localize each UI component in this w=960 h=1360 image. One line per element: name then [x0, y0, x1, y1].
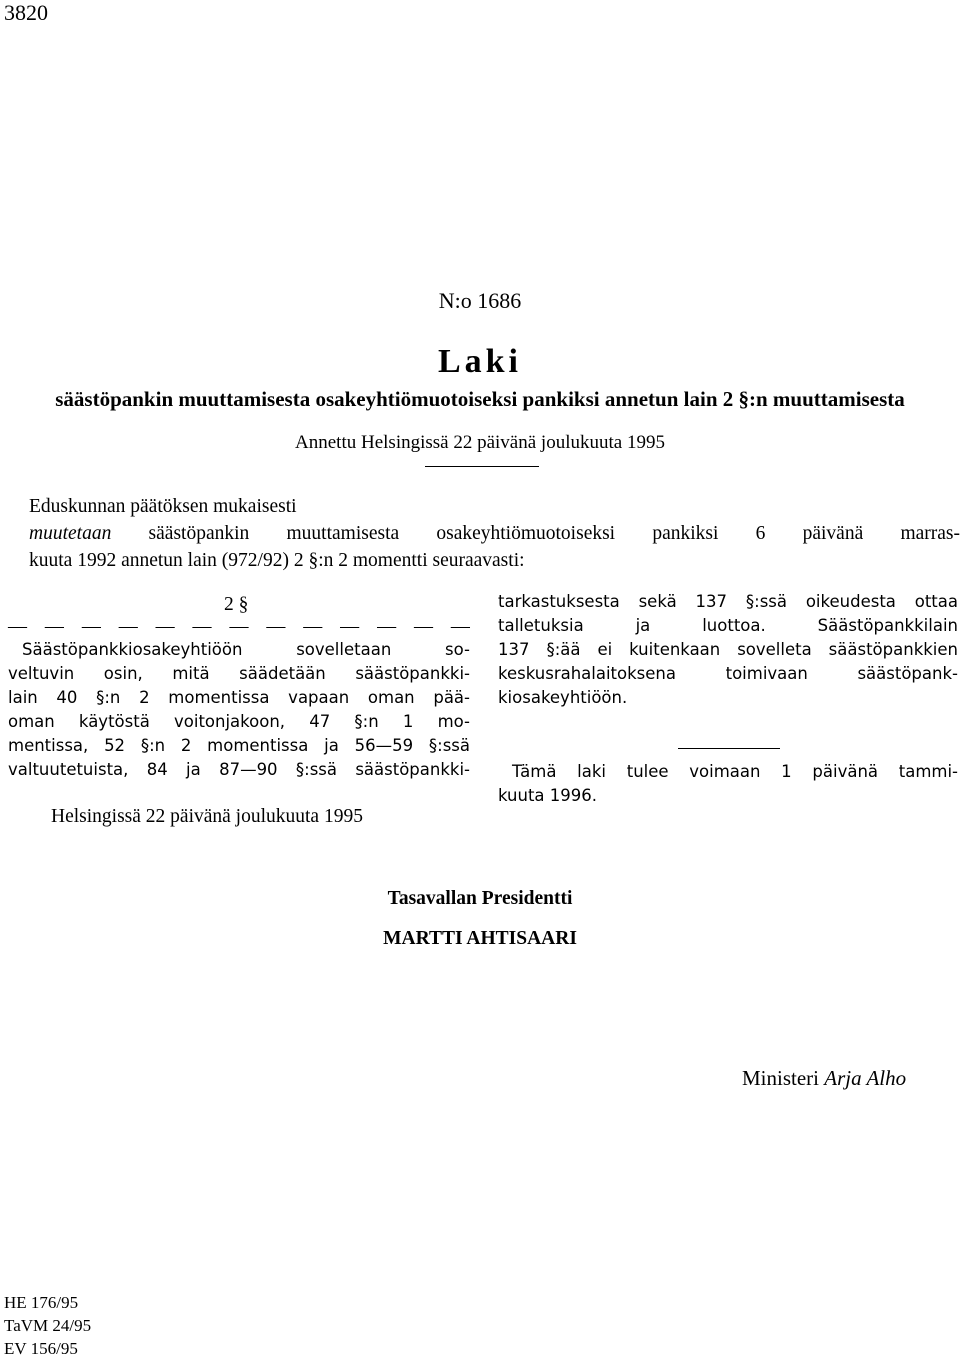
dash: — — [377, 616, 397, 637]
minister-name: Arja Alho — [824, 1066, 907, 1090]
dash: — — [340, 616, 360, 637]
law-title: säästöpankin muuttamisesta osakeyhtiömuotoiseksi pankiksi annetun lain 2 §:n muuttamisesta — [55, 387, 905, 411]
right-column-line: 137 §:ää ei kuitenkaan sovelleta säästöpankkien — [498, 640, 958, 659]
dash: — — [413, 616, 433, 637]
reference-line: EV 156/95 — [4, 1339, 78, 1358]
section-mark: 2 § — [224, 594, 249, 615]
entry-into-force-line: kuuta 1996. — [498, 786, 598, 805]
left-column-line: oman käytöstä voitonjakoon, 47 §:n 1 mo- — [8, 712, 470, 731]
left-column-line: lain 40 §:n 2 momentissa vapaan oman pää- — [8, 688, 470, 707]
left-column-line: mentissa, 52 §:n 2 momentissa ja 56—59 §:ssä — [8, 736, 470, 755]
page-number: 3820 — [4, 0, 48, 25]
left-column-line: veltuvin osin, mitä säädetään säästöpankki- — [8, 664, 470, 683]
dash: — — [303, 616, 323, 637]
dash: — — [81, 616, 101, 637]
dash: — — [450, 616, 470, 637]
dash: — — [118, 616, 138, 637]
left-column-line: valtuutetuista, 84 ja 87—90 §:ssä säästöpankki- — [8, 760, 470, 779]
signing-place-date: Helsingissä 22 päivänä joulukuuta 1995 — [51, 806, 363, 827]
intro-line-1: Eduskunnan päätöksen mukaisesti — [29, 496, 297, 517]
intro-line-3: kuuta 1992 annetun lain (972/92) 2 §:n 2 momentti seuraavasti: — [29, 550, 525, 571]
left-column-line: Säästöpankkiosakeyhtiöön sovelletaan so- — [22, 640, 470, 659]
dash: — — [266, 616, 286, 637]
dash: — — [155, 616, 175, 637]
omitted-text-dashes — [8, 616, 470, 638]
right-column-line: tarkastuksesta sekä 137 §:ssä oikeudesta ottaa — [498, 592, 958, 611]
right-column-line: talletuksia ja luottoa. Säästöpankkilain — [498, 616, 958, 635]
dash: — — [8, 616, 27, 637]
given-date-line: Annettu Helsingissä 22 päivänä joulukuuta 1995 — [295, 432, 665, 453]
reference-line: TaVM 24/95 — [4, 1316, 92, 1335]
right-column-line: keskusrahalaitoksena toimivaan säästöpank- — [498, 664, 958, 683]
president-title: Tasavallan Presidentti — [387, 888, 573, 909]
intro-line-2 — [29, 523, 960, 545]
statute-number: N:o 1686 — [438, 288, 522, 313]
minister-title: Ministeri — [742, 1066, 819, 1090]
president-name: MARTTI AHTISAARI — [383, 928, 577, 949]
document-type-heading: Laki — [437, 343, 523, 380]
entry-into-force-line: Tämä laki tulee voimaan 1 päivänä tammi- — [512, 762, 958, 781]
minister-signature — [742, 1066, 906, 1091]
intro-keyword: muutetaan — [29, 523, 112, 544]
intro-line-2-text: säästöpankin muuttamisesta osakeyhtiömuotoiseksi pankiksi 6 päivänä marras- — [111, 523, 960, 544]
header-divider — [425, 466, 539, 467]
reference-line: HE 176/95 — [4, 1293, 79, 1312]
dash: — — [192, 616, 212, 637]
dash: — — [229, 616, 249, 637]
dash: — — [44, 616, 64, 637]
right-column-line: kiosakeyhtiöön. — [498, 688, 628, 707]
section-divider — [678, 748, 780, 749]
